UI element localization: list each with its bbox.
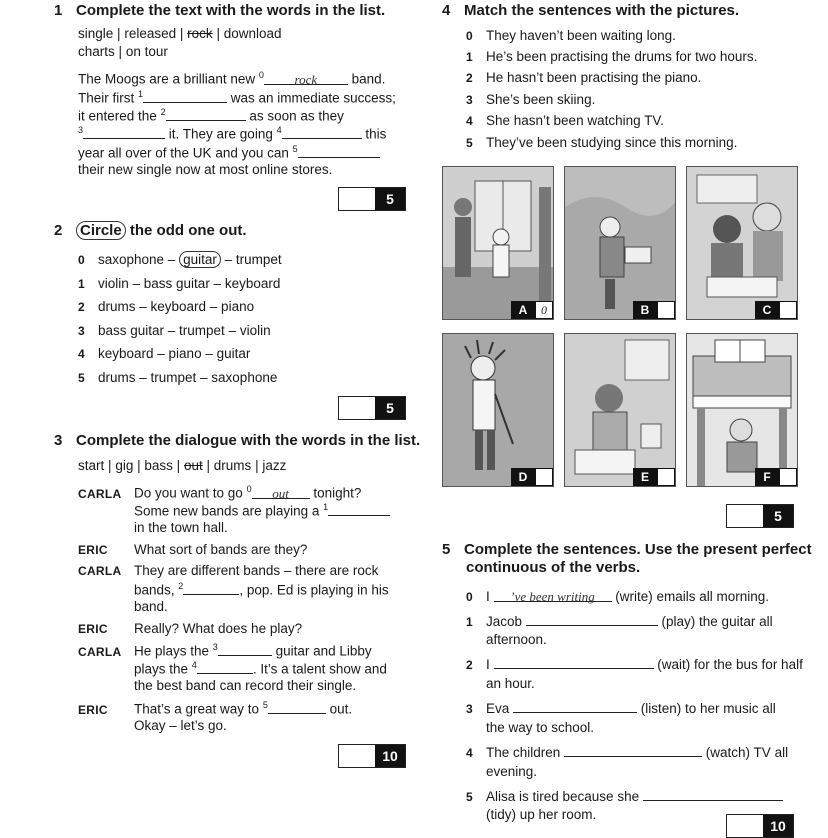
dialogue-line: in the town hall. [134, 520, 228, 535]
dialogue-line: Some new bands are playing a $^1$ [134, 502, 390, 519]
ex5-score-box: 10 [726, 814, 794, 838]
list-item: 5 Alisa is tired because she [466, 788, 783, 804]
ex1-blank-1[interactable] [143, 90, 227, 103]
list-item: 4 keyboard – piano – guitar [78, 346, 251, 361]
picture-b: B [564, 166, 676, 320]
ex4-title: 4 Match the sentences with the pictures. [442, 2, 740, 19]
ex1-text-line: $^3$ it. They are going $^4$ this [78, 125, 387, 142]
picture-c-answer-box[interactable] [779, 301, 797, 319]
list-item: 0 saxophone – guitar – trumpet [78, 252, 282, 267]
ex1-text-line: their new single now at most online stores. [78, 162, 333, 177]
picture-a: A 0 [442, 166, 554, 320]
dialogue-line: Okay – let’s go. [134, 718, 227, 733]
ex3-blank-3[interactable] [218, 643, 272, 656]
list-item-cont: the way to school. [486, 720, 595, 735]
piano-illustration [687, 334, 797, 486]
list-item: 0 I ’ve been writing (write) emails all morning. [466, 589, 770, 604]
picture-d: D [442, 333, 554, 487]
ex1-blank-4[interactable] [282, 126, 362, 139]
list-item: 5 drums – trumpet – saxophone [78, 370, 278, 385]
ex1-text-line: Their first $^1$ was an immediate success; [78, 89, 396, 106]
list-item: 1 He’s been practising the drums for two hours. [466, 49, 758, 64]
ex5-blank-1[interactable] [526, 613, 658, 626]
picture-c: C [686, 166, 798, 320]
ex1-blank-0[interactable]: rock [264, 72, 348, 85]
list-item: 1 violin – bass guitar – keyboard [78, 276, 281, 291]
dialogue-line: ERIC What sort of bands are they? [78, 542, 308, 557]
ex1-text-line: The Moogs are a brilliant new $^0$ rock band. [78, 70, 386, 87]
ex4-score-box: 5 [726, 504, 794, 528]
ex1-title: 1 Complete the text with the words in the list. [54, 2, 386, 19]
list-item: 5 They’ve been studying since this morning. [466, 135, 738, 150]
list-item-cont: an hour. [486, 676, 535, 691]
dialogue-line: ERIC That’s a great way to $^5$ out. [78, 700, 353, 717]
ex3-blank-2[interactable] [183, 582, 239, 595]
ex5-blank-0[interactable]: ’ve been writing [494, 589, 612, 602]
ex3-blank-1[interactable] [328, 503, 390, 516]
picture-e: E [564, 333, 676, 487]
ex1-text-line: year all over of the UK and you can $^5$ [78, 144, 380, 161]
ex1-wordlist: single | released | rock | download [78, 26, 282, 41]
ex3-wordlist: start | gig | bass | out | drums | jazz [78, 458, 287, 473]
drummer-illustration [443, 334, 553, 486]
picture-f: F [686, 333, 798, 487]
ex1-score-box: 5 [338, 187, 406, 211]
dialogue-line: plays the $^4$ . It’s a talent show and [134, 660, 387, 677]
reading-illustration [565, 334, 675, 486]
dialogue-line: ERIC Really? What does he play? [78, 621, 303, 636]
ex2-title: 2 Circle the odd one out. [54, 222, 247, 239]
skier-illustration [565, 167, 675, 319]
station-illustration [443, 167, 553, 319]
ex5-title: 5 Complete the sentences. Use the present perfect [442, 541, 812, 558]
ex5-title-line-2: continuous of the verbs. [466, 559, 641, 576]
list-item: 2 drums – keyboard – piano [78, 299, 255, 314]
ex5-blank-2[interactable] [494, 656, 654, 669]
list-item: 3 bass guitar – trumpet – violin [78, 323, 271, 338]
list-item-cont: (tidy) up her room. [486, 807, 597, 822]
odd-one-out-circle: guitar [179, 251, 221, 268]
list-item: 3 She’s been skiing. [466, 92, 596, 107]
ex3-title: 3 Complete the dialogue with the words in the list. [54, 432, 421, 449]
studying-illustration [687, 167, 797, 319]
list-item: 4 The children (watch) TV all [466, 745, 789, 760]
picture-d-answer-box[interactable] [535, 468, 553, 486]
ex1-text-line: it entered the $^2$ as soon as they [78, 107, 344, 124]
ex1-blank-3[interactable] [83, 126, 165, 139]
dialogue-line: CARLA They are different bands – there are rock [78, 563, 379, 578]
list-item: 1 Jacob (play) the guitar all [466, 614, 773, 629]
ex5-blank-3[interactable] [513, 700, 637, 713]
ex1-blank-5[interactable] [298, 145, 380, 158]
dialogue-line: bands, $^2$ , pop. Ed is playing in his [134, 581, 389, 598]
list-item: 0 They haven’t been waiting long. [466, 28, 676, 43]
list-item: 3 Eva (listen) to her music all [466, 701, 776, 716]
ex5-blank-4[interactable] [564, 744, 702, 757]
ex3-score-box: 10 [338, 744, 406, 768]
ex3-blank-4[interactable] [197, 661, 253, 674]
dialogue-line: the best band can record their single. [134, 678, 357, 693]
list-item: 2 I (wait) for the bus for half [466, 657, 803, 672]
picture-e-answer-box[interactable] [657, 468, 675, 486]
ex5-blank-5[interactable] [643, 788, 783, 801]
ex1-blank-2[interactable] [166, 108, 246, 121]
list-item-cont: afternoon. [486, 632, 547, 647]
dialogue-line: CARLA Do you want to go $^0$ out tonight? [78, 484, 362, 501]
picture-b-answer-box[interactable] [657, 301, 675, 319]
ex1-wordlist-2: charts | on tour [78, 44, 168, 59]
list-item-cont: evening. [486, 764, 538, 779]
ex3-blank-5[interactable] [268, 701, 326, 714]
list-item: 2 He hasn’t been practising the piano. [466, 70, 702, 85]
dialogue-line: band. [134, 599, 168, 614]
list-item: 4 She hasn’t been watching TV. [466, 113, 664, 128]
ex3-blank-0[interactable]: out [252, 486, 310, 499]
picture-a-answer-box[interactable]: 0 [535, 301, 553, 319]
ex2-score-box: 5 [338, 396, 406, 420]
picture-f-answer-box[interactable] [779, 468, 797, 486]
dialogue-line: CARLA He plays the $^3$ guitar and Libby [78, 642, 372, 659]
